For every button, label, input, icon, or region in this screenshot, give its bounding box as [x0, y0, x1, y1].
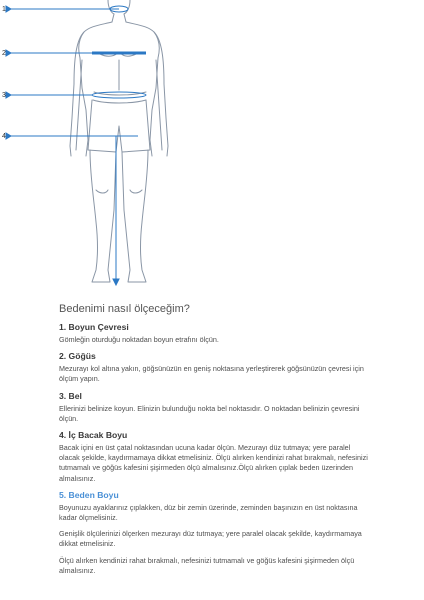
section-title: 3. Bel [59, 390, 82, 401]
section-waist [59, 391, 371, 424]
arrow-1 [6, 6, 11, 12]
inseam-arrow [113, 279, 119, 285]
callout-4: 4 [2, 133, 6, 140]
section-text: Gömleğin oturduğu noktadan boyun etrafını ölçün. [59, 335, 219, 344]
section-inseam [59, 430, 371, 484]
section-text: Mezurayı kol altına yakın, göğsünüzün en geniş noktasına yerleştirerek göğsünüzün çevresi için ölçüm yapın. [59, 364, 364, 384]
callout-2: 2 [2, 50, 6, 57]
arrow-3 [6, 92, 11, 98]
size-guide [59, 303, 371, 582]
callout-1: 1 [2, 6, 6, 13]
section-title: 1. Boyun Çevresi [59, 322, 129, 332]
section-chest [59, 351, 371, 384]
arrow-2 [6, 50, 11, 56]
section-text: Ellerinizi belinize koyun. Elinizin bulunduğu nokta bel noktasıdır. O noktadan belinizin çevresini ölçün. [59, 403, 360, 423]
arrow-4 [6, 133, 11, 139]
callout-3: 3 [2, 92, 6, 99]
section-text: Genişlik ölçülerinizi ölçerken mezurayı düz tutmaya; yere paralel olacak şekilde, kaydırmamaya dikkat etmelisiniz. [59, 529, 362, 549]
section-title: 5. Beden Boyu [59, 489, 119, 500]
guide-heading: Bedenimi nasıl ölçeceğim? [59, 303, 190, 315]
section-text: Boyunuzu ayaklarınız çıplakken, düz bir zemin üzerinde, zeminden başınızın en üst noktasına kadar ölçmelisiniz. [59, 502, 358, 523]
section-text: Bacak içini en üst çatal noktasından ucuna kadar ölçün. Mezurayı düz tutmaya; yere paralel olacak şekilde, kaydırmamaya dikkat etmelisiniz. Ölçü alırken kendinizi rahat bırakmalı, nefesinizi tutmamalı ve göğüs kafesini şişirmeden ölçü almalısınız.Ölçü alırken çıplak beden üzerinden almalısınız. [59, 443, 368, 483]
callout-numbers [2, 6, 6, 140]
section-neck [59, 322, 371, 345]
section-height [59, 490, 371, 576]
body-outline [70, 0, 168, 282]
section-title: 4. İç Bacak Boyu [59, 430, 128, 441]
section-text: Ölçü alırken kendinizi rahat bırakmalı, nefesinizi tutmamalı ve göğüs kafesini şişirmeden ölçü almalısınız. [59, 555, 355, 575]
section-title: 2. Göğüs [59, 351, 96, 362]
